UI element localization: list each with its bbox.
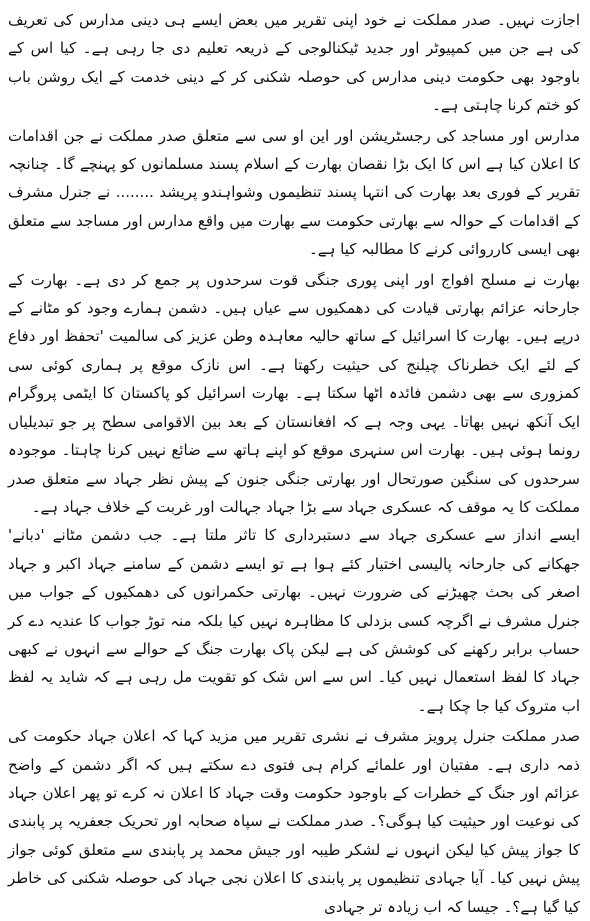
paragraph-3: بھارت نے مسلح افواج اور اپنی پوری جنگی قوت سرحدوں پر جمع کر دی ہے۔ بھارت کے جارحانہ عزائم بھارتی قیادت کی دھمکیوں سے عیاں ہیں۔ دشمن ہمارے وجود کو مٹانے کے درپے ہیں۔ بھارت کا اسرائیل کے ساتھ حالیہ معاہدہ وطن عزیز کی سالمیت 'تحفظ اور دفاع کے لئے ایک خطرناک چیلنج کی حیثیت رکھتا ہے۔ اس نازک موقع پر ہماری کوئی سی کمزوری سے بھی دشمن فائدہ اٹھا سکتا ہے۔ بھارت اسرائیل کو پاکستان کا ایٹمی پروگرام ایک آنکھ نہیں بھاتا۔ یہی وجہ ہے کہ افغانستان کے بعد بین الاقوامی سطح پر جو تبدیلیاں رونما ہوئی ہیں۔ بھارت اس سنہری موقع کو اپنے ہاتھ سے ضائع نہیں کرنا چاہتا۔ موجودہ سرحدوں کی سنگین صورتحال اور بھارتی جنگی جنون کے پیش نظر جہاد سے متعلق صدر مملکت کا یہ موقف کہ عسکری جہاد سے بڑا جہاد جہالت اور غربت کے خلاف جہاد ہے۔ <box>8 270 580 516</box>
paragraph-2: مدارس اور مساجد کی رجسٹریشن اور این او سی سے متعلق صدر مملکت نے جن اقدامات کا اعلان کیا ہے اس کا ایک بڑا نقصان بھارت کے اسلام پسند مسلمانوں کو پہنچے گا۔ چنانچہ تقریر کے فوری بعد بھارت کی انتہا پسند تنظیموں وشواہندو پریشد ........ نے جنرل مشرف کے اقدامات کے حوالہ سے بھارتی حکومت سے بھارت میں واقع مدارس اور مساجد سے متعلق بھی ایسی کارروائی کرنے کا مطالبہ کیا ہے۔ <box>7 126 580 259</box>
paragraph-4: ایسے انداز سے عسکری جہاد سے دستبرداری کا تاثر ملتا ہے۔ جب دشمن مٹانے 'دبانے' جھکانے کی جارحانہ پالیسی اختیار کئے ہوا ہے تو ایسے دشمن کے سامنے جہاد اکبر و جہاد اصغر کی بحث چھیڑنے کی ضرورت نہیں۔ بھارتی حکمرانوں کی دھمکیوں کے جواب میں جنرل مشرف نے اگرچہ کسی بزدلی کا مظاہرہ نہیں کیا بلکہ منہ توڑ جواب کا عندیہ دے کر حساب برابر رکھنے کی کوشش کی ہے لیکن پاک بھارت جنگ کے حوالے سے انہوں نے کبھی جہاد کا لفظ استعمال نہیں کیا۔ اس سے اس شک کو تقویت مل رہی ہے کہ شاید یہ لفظ اب متروک کیا جا چکا ہے۔ <box>8 526 580 715</box>
paragraph-1: اجازت نہیں۔ صدر مملکت نے خود اپنی تقریر میں بعض ایسے ہی دینی مدارس کی تعریف کی ہے جن میں کمپیوٹر اور جدید ٹیکنالوجی کے ذریعہ تعلیم دی جا رہی ہے۔ کیا اس کے باوجود بھی حکومت دینی مدارس کی حوصلہ شکنی کر کے دینی خدمت کے ایک روشن باب کو ختم کرنا چاہتی ہے۔ <box>8 11 580 115</box>
urdu-text-column <box>8 6 580 921</box>
paragraph-5: صدر مملکت جنرل پرویز مشرف نے نشری تقریر میں مزید کہا کہ اعلان جہاد حکومت کی ذمہ داری ہے۔ مفتیان اور علمائے کرام ہی فتوی دے سکتے ہیں کہ اگر دشمن کے واضح عزائم اور جنگ کے خطرات کے باوجود حکومت وقت جہاد کا اعلان نہ کرے تو پھر اعلان جہاد کی نوعیت اور حیثیت کیا ہوگی؟۔ صدر مملکت نے سپاہ صحابہ اور تحریک جعفریہ پر پابندی کا جواز پیش کیا لیکن انہوں نے لشکر طیبہ اور جیش محمد پر پابندی سے متعلق کوئی جواز پیش نہیں کیا۔ آیا جہادی تنظیموں پر پابندی کا اعلان نجی جہاد کی حوصلہ شکنی کی خاطر کیا گیا ہے؟۔ جیسا کہ اب زیادہ تر جہادی <box>8 727 580 916</box>
